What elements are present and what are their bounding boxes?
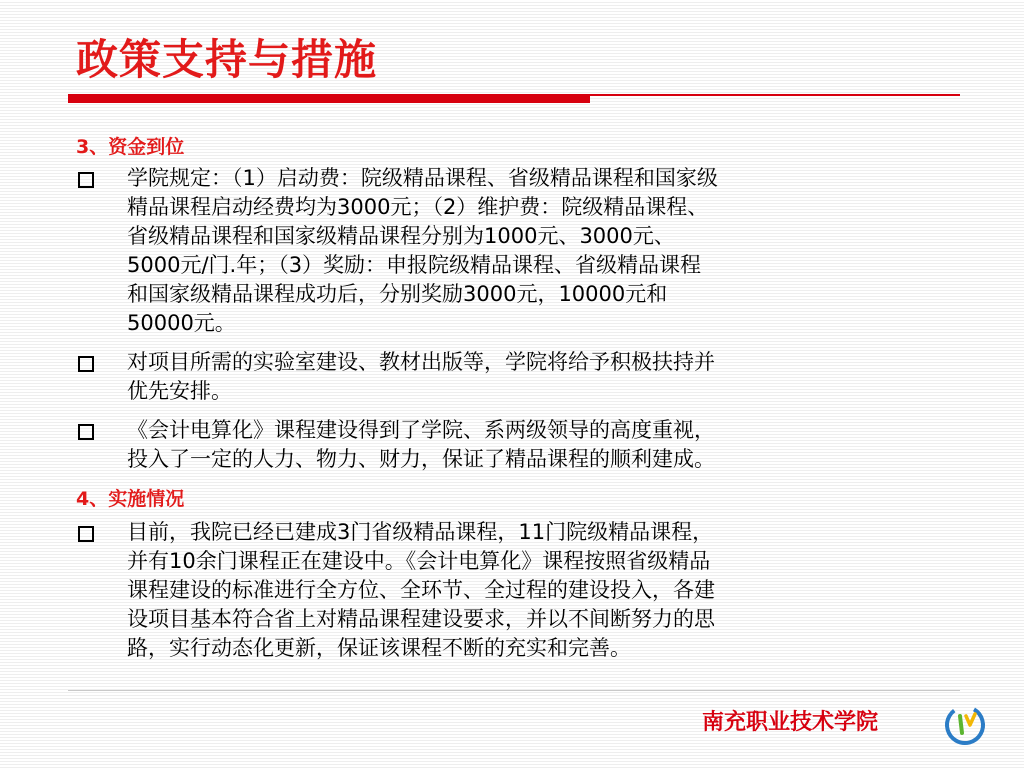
title-underline-thin <box>590 94 960 96</box>
square-bullet-icon <box>78 172 94 188</box>
square-bullet-icon <box>78 424 94 440</box>
college-logo-icon <box>940 700 990 750</box>
bullet-text: 学院规定：（1）启动费：院级精品课程、省级精品课程和国家级 精品课程启动经费均为3000元；（2）维护费：院级精品课程、 省级精品课程和国家级精品课程分别为1000元、3000元、 5000元/门.年；（3）奖励：申报院级精品课程、省级精品课程 和国家级精品课程成功后，分别奖励3000元，10000元和 50000元。 <box>127 166 718 335</box>
slide-content <box>76 130 956 673</box>
title-underline-thick <box>68 94 590 103</box>
footer-divider <box>68 690 960 691</box>
slide-title: 政策支持与措施 <box>76 35 378 84</box>
footer-school-name: 南充职业技术学院 <box>702 710 879 735</box>
bullet-text: 对项目所需的实验室建设、教材出版等，学院将给予积极扶持并 优先安排。 <box>127 350 715 403</box>
bullet-item-current-status <box>76 518 956 663</box>
bullet-text: 《会计电算化》课程建设得到了学院、系两级领导的高度重视， 投入了一定的人力、物力、财力，保证了精品课程的顺利建成。 <box>127 418 715 471</box>
bullet-item-funding-rules <box>76 164 956 338</box>
bullet-item-lab-support <box>76 348 956 406</box>
square-bullet-icon <box>78 356 94 372</box>
section-heading-funding: 3、资金到位 <box>76 136 185 158</box>
section-heading-implementation: 4、实施情况 <box>76 488 185 510</box>
bullet-item-leadership <box>76 416 956 474</box>
bullet-text: 目前，我院已经已建成3门省级精品课程，11门院级精品课程， 并有10余门课程正在建设中。《会计电算化》课程按照省级精品 课程建设的标准进行全方位、全环节、全过程的建设投入，各建 设项目基本符合省上对精品课程建设要求，并以不间断努力的思 路，实行动态化更新，保证该课程不断的充实和完善。 <box>127 520 715 660</box>
square-bullet-icon <box>78 526 94 542</box>
